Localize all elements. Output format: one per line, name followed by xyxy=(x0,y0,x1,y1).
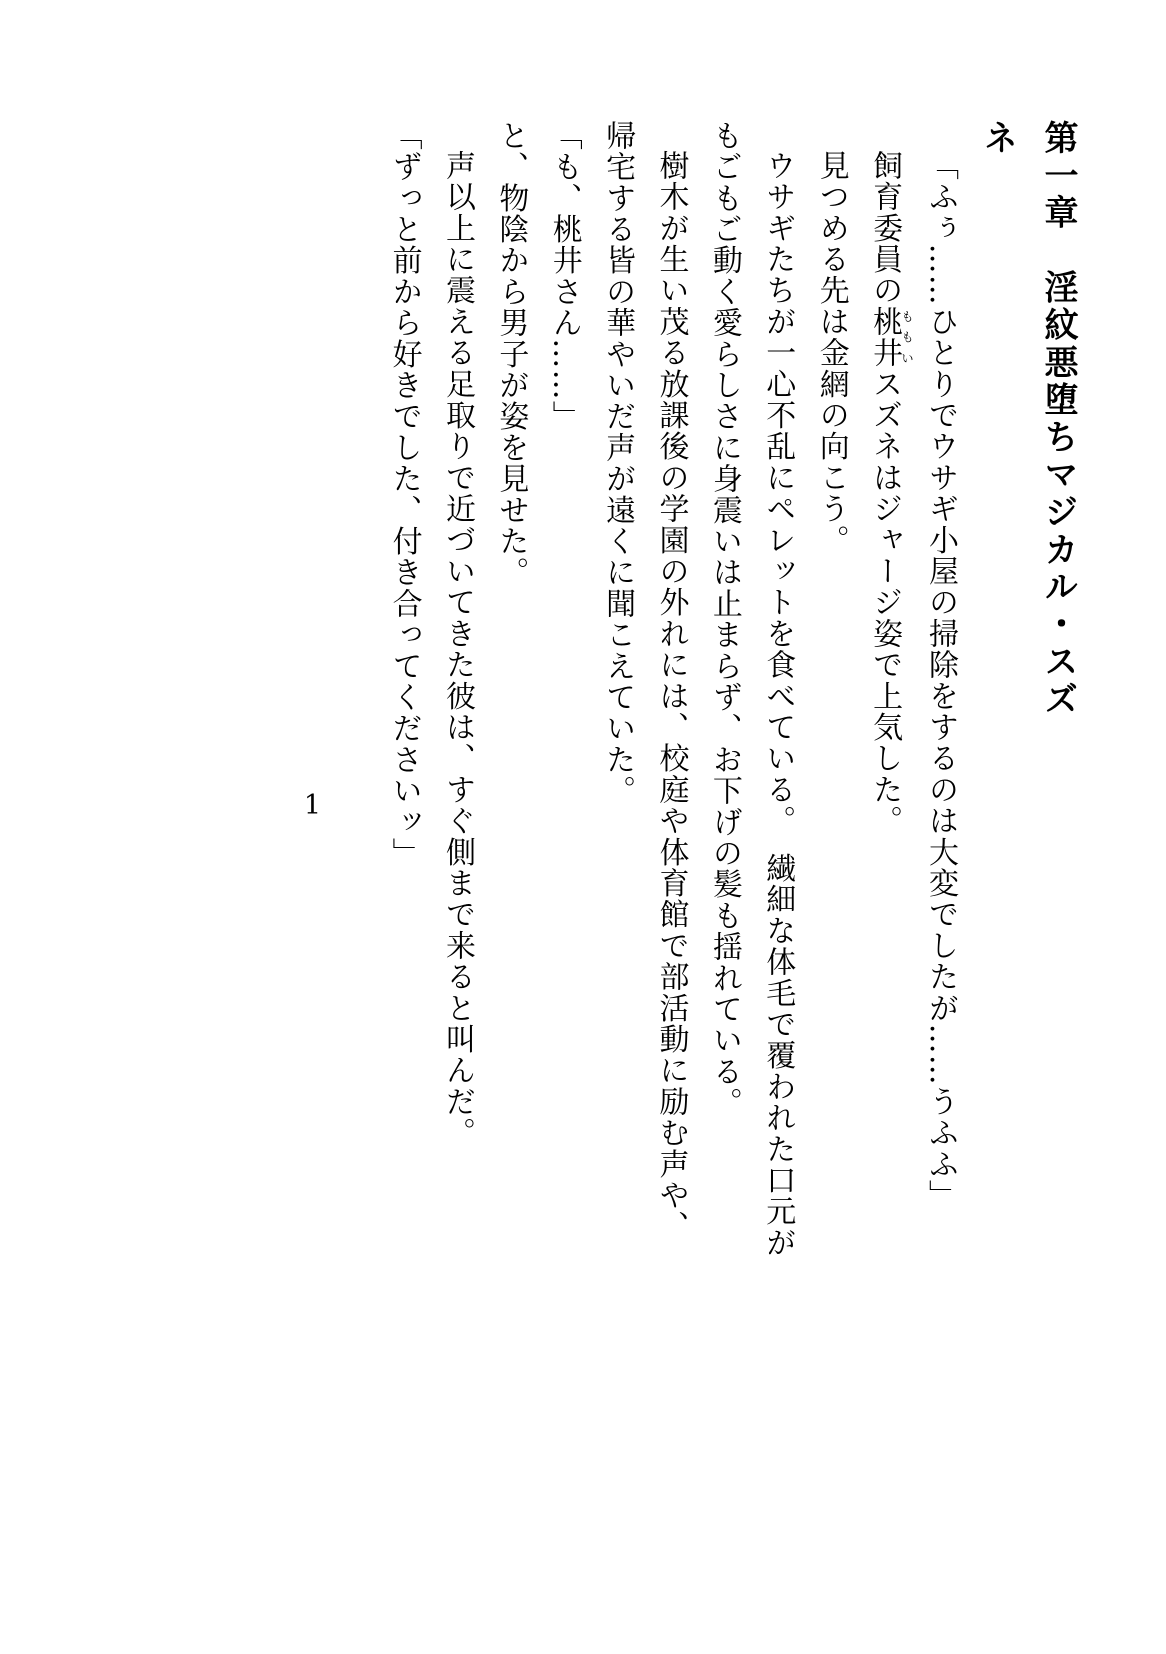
paragraph: と、物陰から男子が姿を見せた。 xyxy=(493,120,529,588)
chapter-heading: 第一章 淫紋悪堕ちマジカル・スズネ xyxy=(977,120,1078,719)
paragraph-pre-text: 飼育委員の xyxy=(867,150,903,306)
paragraph: 見つめる先は金網の向こう。 xyxy=(813,150,849,556)
ruby-furigana: ももい xyxy=(899,306,915,369)
paragraph: 声以上に震える足取りで近づいてきた彼は、すぐ側まで来ると叫んだ。 xyxy=(439,150,475,1149)
ruby-annotation xyxy=(867,306,915,369)
ruby-base: 桃井 xyxy=(867,306,903,369)
vertical-text-body xyxy=(70,120,1088,1534)
paragraph: 「ずっと前から好きでした、付き合ってくださいッ」 xyxy=(386,120,422,869)
paragraph-with-ruby xyxy=(858,120,914,1534)
page-number: 1 xyxy=(303,790,321,821)
paragraph: 樹木が生い茂る放課後の学園の外れには、校庭や体育館で部活動に励む声や、 xyxy=(653,150,689,1242)
paragraph: 「も、桃井さん……」 xyxy=(546,120,582,432)
paragraph: 「ふぅ……ひとりでウサギ小屋の掃除をするのは大変でしたが……うふふ」 xyxy=(922,150,958,1211)
paragraph: もごもご動く愛らしさに身震いは止まらず、お下げの髪も揺れている。 xyxy=(706,120,742,1119)
paragraph: 帰宅する皆の華やいだ声が遠くに聞こえていた。 xyxy=(600,120,636,807)
paragraph-post-text: スズネはジャージ姿で上気した。 xyxy=(867,368,903,837)
paragraph: ウサギたちが一心不乱にペレットを食べている。 繊細な体毛で覆われた口元が xyxy=(760,150,796,1259)
